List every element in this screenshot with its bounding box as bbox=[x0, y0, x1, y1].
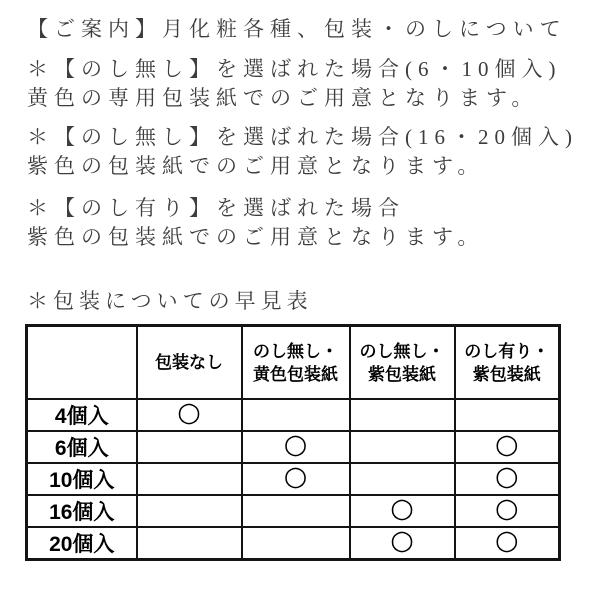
header-empty bbox=[27, 326, 137, 400]
row-label: 6個入 bbox=[27, 431, 137, 463]
note-noshi-yes bbox=[27, 194, 484, 252]
page-title: 【ご案内】月化粧各種、包装・のしについて bbox=[27, 17, 567, 41]
header-line: のし無し・ bbox=[253, 341, 338, 361]
table-row-20pieces bbox=[27, 527, 560, 560]
table-row-6pieces bbox=[27, 431, 560, 463]
row-label: 20個入 bbox=[27, 527, 137, 560]
mark-cell bbox=[350, 463, 455, 495]
circle-mark: ○ bbox=[494, 495, 519, 524]
mark-cell bbox=[242, 399, 350, 431]
note-result: 紫色の包装紙でのご用意となります。 bbox=[27, 225, 485, 249]
note-noshi-none-small-sizes bbox=[27, 55, 562, 113]
packaging-quickref-table bbox=[25, 324, 561, 561]
note-condition: ＊【のし無し】を選ばれた場合(6・10個入) bbox=[27, 57, 562, 81]
table-row-16pieces bbox=[27, 495, 560, 527]
circle-mark: ○ bbox=[390, 527, 414, 556]
table-row-10pieces bbox=[27, 463, 560, 495]
mark-cell bbox=[350, 527, 455, 560]
mark-cell bbox=[137, 431, 242, 463]
mark-cell bbox=[350, 431, 455, 463]
row-label: 4個入 bbox=[27, 399, 137, 431]
header-noshi-none-purple bbox=[350, 326, 455, 400]
note-result: 黄色の専用包装紙でのご用意となります。 bbox=[27, 86, 539, 110]
mark-cell bbox=[350, 399, 455, 431]
mark-cell bbox=[242, 431, 350, 463]
header-no-wrapping: 包装なし bbox=[137, 326, 242, 400]
mark-cell bbox=[137, 463, 242, 495]
row-label: 10個入 bbox=[27, 463, 137, 495]
circle-mark: ○ bbox=[177, 399, 201, 428]
mark-cell bbox=[455, 431, 560, 463]
header-noshi-yes-purple bbox=[455, 326, 560, 400]
header-line: 紫包装紙 bbox=[472, 364, 541, 384]
circle-mark: ○ bbox=[283, 431, 308, 460]
header-noshi-none-yellow bbox=[242, 326, 350, 400]
mark-cell bbox=[242, 463, 350, 495]
mark-cell bbox=[137, 399, 242, 431]
header-line: 黄色包装紙 bbox=[253, 364, 338, 384]
mark-cell bbox=[455, 463, 560, 495]
mark-cell bbox=[350, 495, 455, 527]
table-header-row bbox=[27, 326, 560, 400]
mark-cell bbox=[455, 399, 560, 431]
mark-cell bbox=[455, 527, 560, 560]
note-condition: ＊【のし無し】を選ばれた場合(16・20個入) bbox=[27, 125, 578, 149]
mark-cell bbox=[137, 527, 242, 560]
circle-mark: ○ bbox=[283, 463, 308, 492]
table-row-4pieces bbox=[27, 399, 560, 431]
note-result: 紫色の包装紙でのご用意となります。 bbox=[27, 154, 485, 178]
circle-mark: ○ bbox=[390, 495, 414, 524]
circle-mark: ○ bbox=[494, 431, 519, 460]
circle-mark: ○ bbox=[494, 527, 519, 556]
row-label: 16個入 bbox=[27, 495, 137, 527]
header-line: 紫包装紙 bbox=[368, 364, 436, 384]
note-condition: ＊【のし有り】を選ばれた場合 bbox=[27, 196, 405, 220]
header-line: のし有り・ bbox=[464, 341, 550, 361]
header-line: のし無し・ bbox=[359, 341, 445, 361]
circle-mark: ○ bbox=[494, 463, 519, 492]
mark-cell bbox=[242, 495, 350, 527]
mark-cell bbox=[242, 527, 350, 560]
table-caption: ＊包装についての早見表 bbox=[27, 289, 313, 313]
note-noshi-none-large-sizes bbox=[27, 123, 578, 181]
mark-cell bbox=[137, 495, 242, 527]
mark-cell bbox=[455, 495, 560, 527]
